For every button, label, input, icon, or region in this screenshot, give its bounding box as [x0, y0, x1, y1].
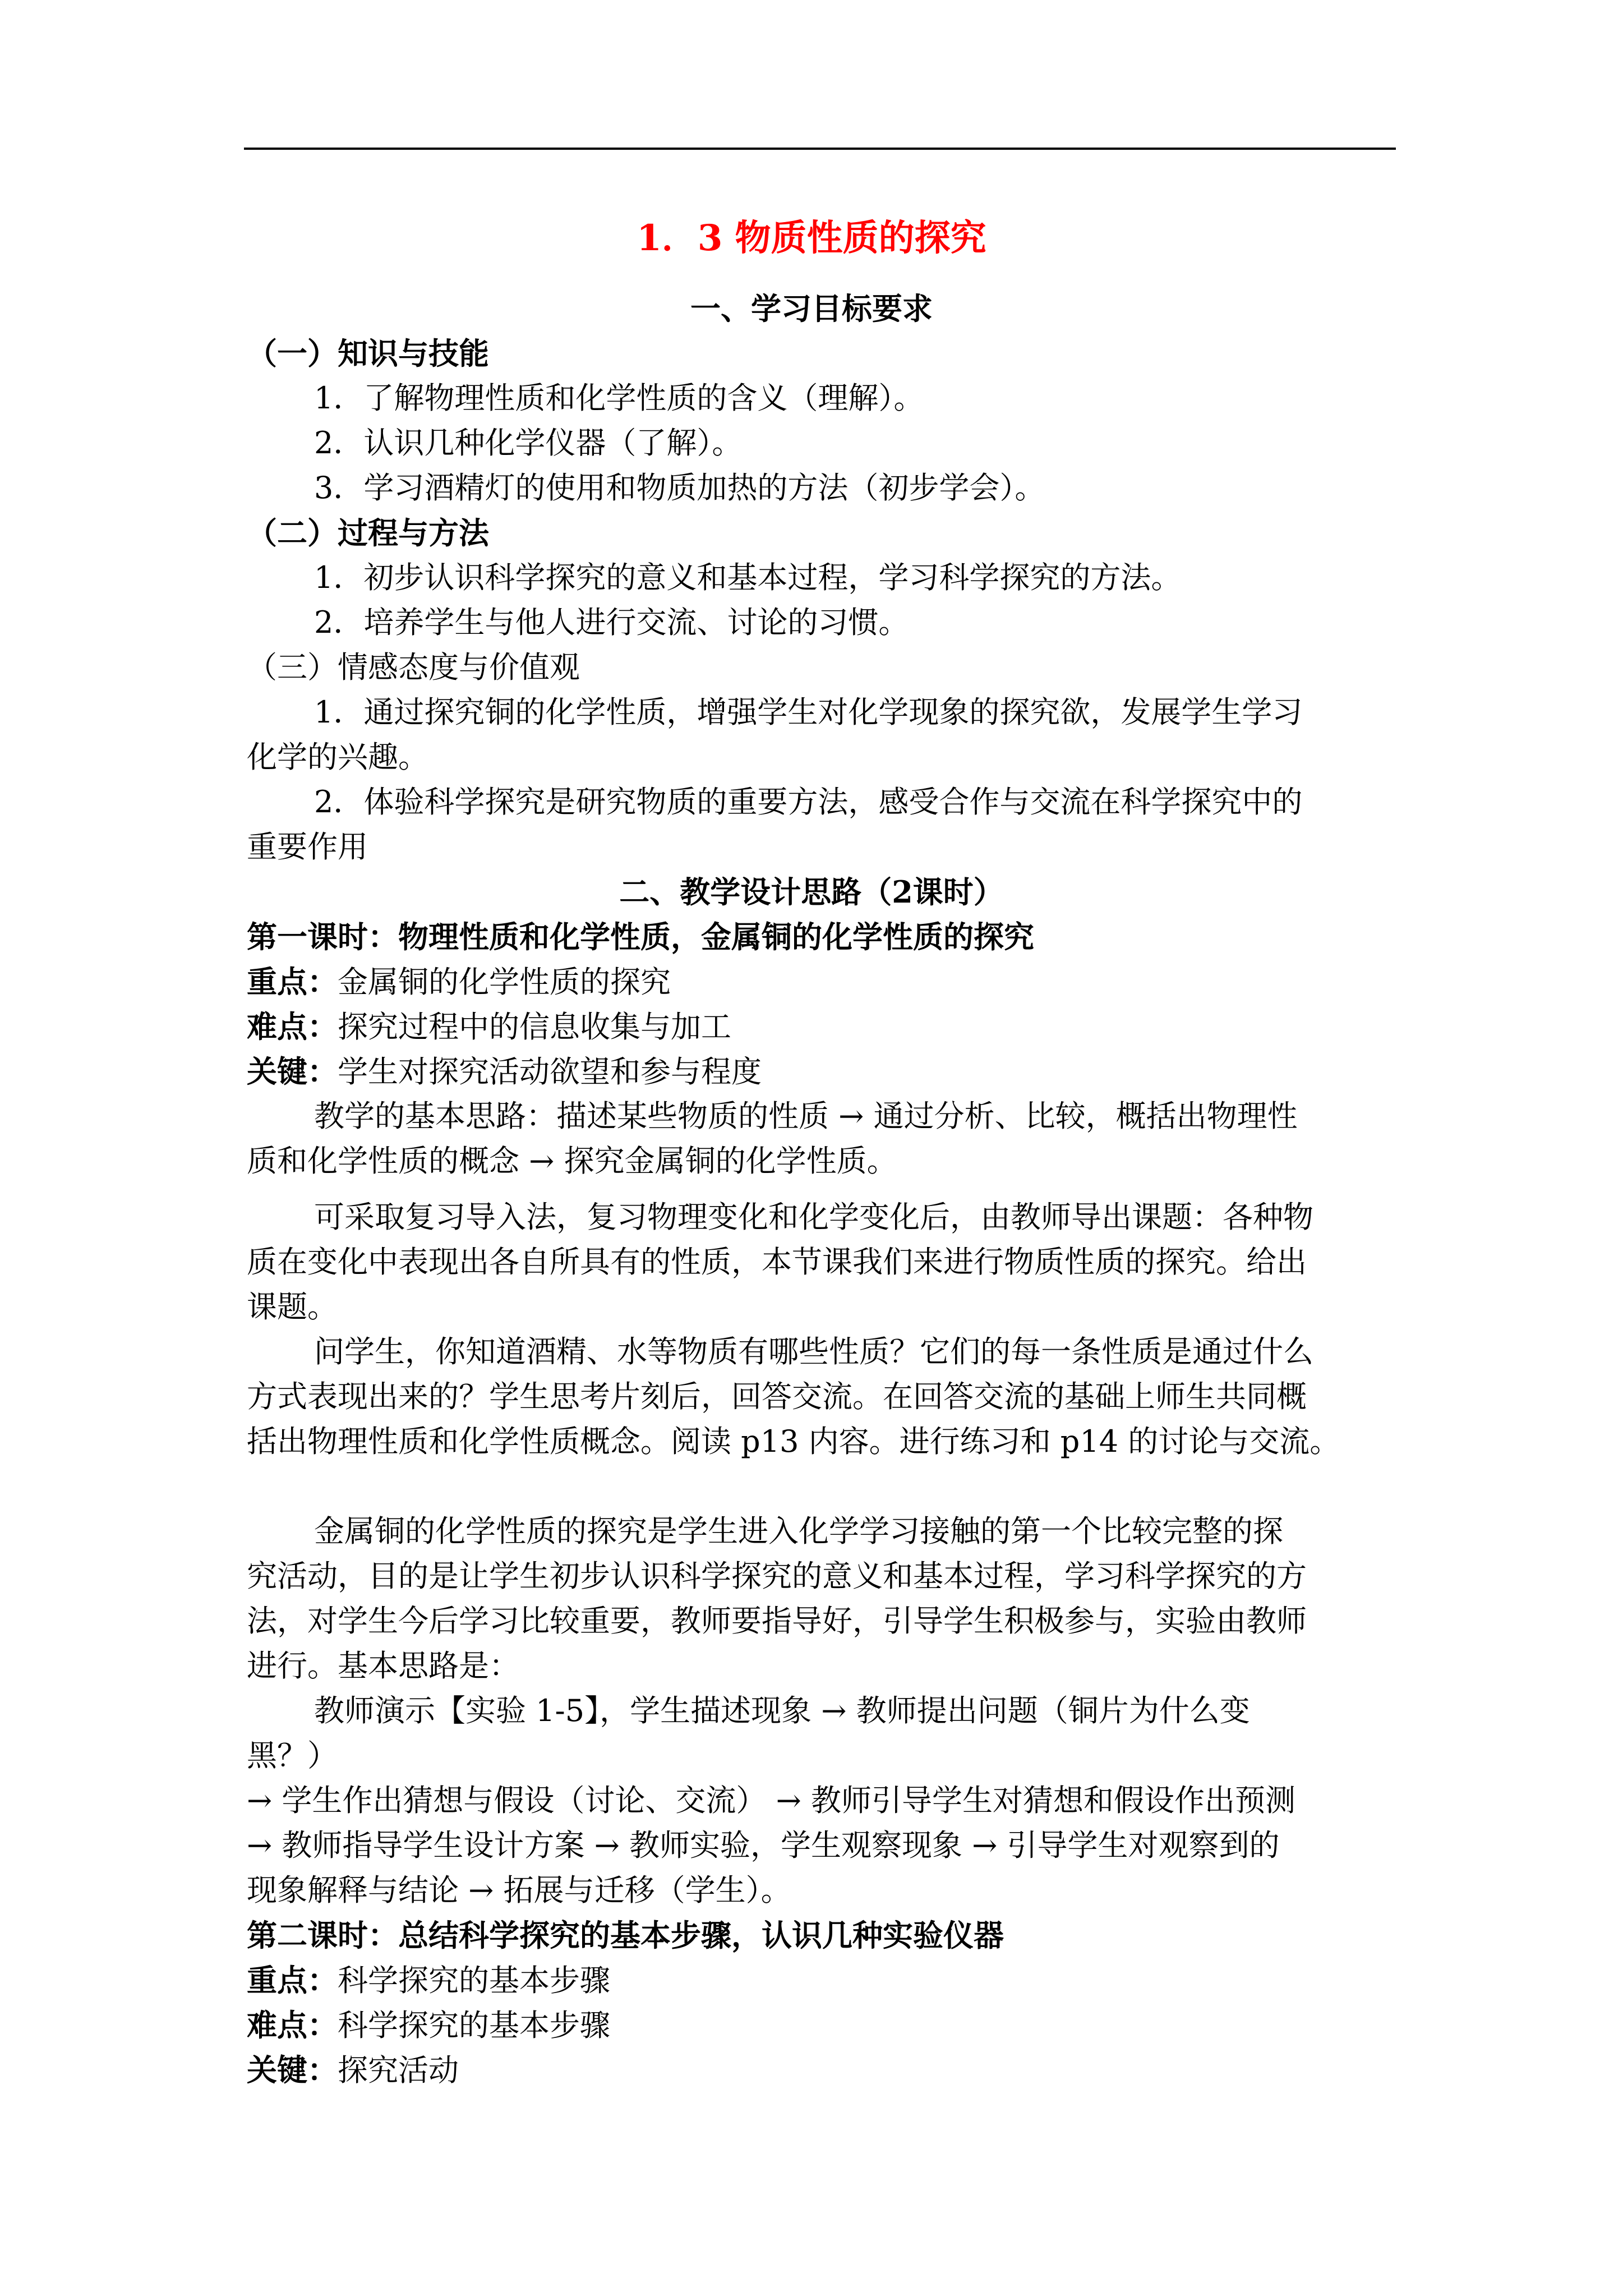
paragraph-line: 问学生，你知道酒精、水等物质有哪些性质？它们的每一条性质是通过什么: [314, 1334, 1313, 1369]
paragraph-line: 进行。基本思路是：: [247, 1648, 519, 1683]
paragraph-line: 法，对学生今后学习比较重要，教师要指导好，引导学生积极参与，实验由教师: [247, 1603, 1307, 1639]
crux-label: 关键：: [247, 2052, 338, 2088]
objective-item: 3．学习酒精灯的使用和物质加热的方法（初步学会）。: [314, 470, 1045, 505]
key-point-text: 科学探究的基本步骤: [338, 1963, 610, 1998]
subheading-knowledge: （一）知识与技能: [247, 335, 489, 371]
crux-text: 探究活动: [338, 2053, 459, 2088]
difficulty-label: 难点：: [247, 2007, 338, 2043]
paragraph-line: → 教师指导学生设计方案 → 教师实验，学生观察现象 → 引导学生对观察到的: [247, 1828, 1280, 1863]
objective-item: 2．培养学生与他人进行交流、讨论的习惯。: [314, 605, 909, 640]
crux-line: [247, 1049, 762, 1094]
header-rule: [244, 148, 1396, 150]
lesson-two-heading: 第二课时：总结科学探究的基本步骤，认识几种实验仪器: [247, 1917, 1004, 1953]
paragraph-line: 质在变化中表现出各自所具有的性质，本节课我们来进行物质性质的探究。给出: [247, 1244, 1307, 1280]
objective-item: 2．体验科学探究是研究物质的重要方法，感受合作与交流在科学探究中的: [314, 784, 1303, 820]
objective-item: 1．初步认识科学探究的意义和基本过程，学习科学探究的方法。: [314, 560, 1182, 595]
paragraph-line: 方式表现出来的？学生思考片刻后，回答交流。在回答交流的基础上师生共同概: [247, 1379, 1307, 1414]
paragraph-line: 可采取复习导入法，复习物理变化和化学变化后，由教师导出课题：各种物: [314, 1199, 1313, 1235]
crux-label: 关键：: [247, 1053, 338, 1089]
key-point-line: [247, 1958, 610, 2003]
key-point-label: 重点：: [247, 964, 338, 1000]
difficulty-label: 难点：: [247, 1009, 338, 1045]
paragraph-line: 教师演示【实验 1-5】，学生描述现象 → 教师提出问题（铜片为什么变: [314, 1693, 1250, 1728]
key-point-text: 金属铜的化学性质的探究: [338, 964, 671, 1000]
crux-text: 学生对探究活动欲望和参与程度: [338, 1054, 762, 1089]
paragraph-line: → 学生作出猜想与假设（讨论、交流） → 教师引导学生对猜想和假设作出预测: [247, 1783, 1295, 1818]
objective-item: 1．通过探究铜的化学性质，增强学生对化学现象的探究欲，发展学生学习: [314, 694, 1303, 730]
lesson-one-heading: 第一课时：物理性质和化学性质，金属铜的化学性质的探究: [247, 919, 1034, 955]
paragraph-line: 质和化学性质的概念 → 探究金属铜的化学性质。: [247, 1143, 897, 1179]
difficulty-text: 科学探究的基本步骤: [338, 2008, 610, 2043]
difficulty-line: [247, 1004, 731, 1049]
difficulty-line: [247, 2003, 610, 2047]
objective-item-continued: 化学的兴趣。: [247, 739, 428, 775]
key-point-label: 重点：: [247, 1962, 338, 1998]
paragraph-line: 现象解释与结论 → 拓展与迁移（学生）。: [247, 1872, 791, 1908]
document-title: 1．3 物质性质的探究: [637, 217, 986, 259]
paragraph-line: 究活动，目的是让学生初步认识科学探究的意义和基本过程，学习科学探究的方: [247, 1558, 1307, 1594]
crux-line: [247, 2047, 459, 2092]
section-heading-design: 二、教学设计思路（2课时）: [619, 874, 1004, 910]
paragraph-line: 教学的基本思路：描述某些物质的性质 → 通过分析、比较，概括出物理性: [314, 1098, 1298, 1134]
subheading-attitude: （三）情感态度与价值观: [247, 650, 580, 685]
paragraph-line: 括出物理性质和化学性质概念。阅读 p13 内容。进行练习和 p14 的讨论与交流。: [247, 1424, 1340, 1459]
objective-item-continued: 重要作用: [247, 829, 368, 864]
paragraph-line: 课题。: [247, 1289, 338, 1324]
objective-item: 2．认识几种化学仪器（了解）。: [314, 425, 743, 461]
section-heading-objectives: 一、学习目标要求: [690, 291, 933, 326]
key-point-line: [247, 959, 671, 1004]
paragraph-line: 黑？）: [247, 1738, 338, 1773]
subheading-process: （二）过程与方法: [247, 515, 489, 551]
difficulty-text: 探究过程中的信息收集与加工: [338, 1009, 731, 1045]
objective-item: 1．了解物理性质和化学性质的含义（理解）。: [314, 380, 924, 416]
paragraph-line: 金属铜的化学性质的探究是学生进入化学学习接触的第一个比较完整的探: [314, 1513, 1283, 1549]
